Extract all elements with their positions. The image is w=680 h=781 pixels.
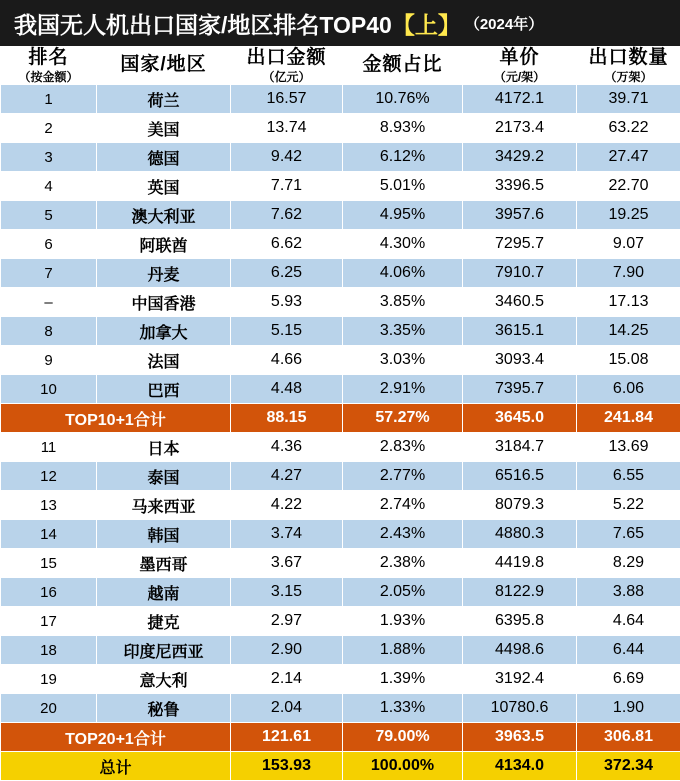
export-ranking-table xyxy=(0,46,680,781)
cell-share: 4.95% xyxy=(343,201,463,230)
col-header-country-main: 国家/地区 xyxy=(97,54,230,76)
table-row xyxy=(1,114,680,143)
cell-price: 3093.4 xyxy=(463,346,577,375)
table-header-row xyxy=(1,47,680,85)
cell-amount: 4.22 xyxy=(231,491,343,520)
cell-quantity: 39.71 xyxy=(577,85,680,114)
cell-country: 德国 xyxy=(97,143,231,172)
cell-rank: 1 xyxy=(1,85,97,114)
cell-share: 1.93% xyxy=(343,607,463,636)
table-row xyxy=(1,317,680,346)
table-summary-row xyxy=(1,723,680,752)
table-row xyxy=(1,636,680,665)
cell-price: 6395.8 xyxy=(463,607,577,636)
table-header xyxy=(1,47,680,85)
cell-quantity: 6.55 xyxy=(577,462,680,491)
cell-country: 法国 xyxy=(97,346,231,375)
cell-share: 2.77% xyxy=(343,462,463,491)
cell-share: 3.35% xyxy=(343,317,463,346)
col-header-amount xyxy=(231,47,343,85)
table-total-row xyxy=(1,752,680,781)
cell-country: 丹麦 xyxy=(97,259,231,288)
col-header-amount-main: 出口金额 xyxy=(231,47,342,69)
col-header-rank xyxy=(1,47,97,85)
table-row xyxy=(1,85,680,114)
summary-price: 3645.0 xyxy=(463,404,577,433)
cell-amount: 13.74 xyxy=(231,114,343,143)
cell-share: 10.76% xyxy=(343,85,463,114)
cell-price: 3615.1 xyxy=(463,317,577,346)
cell-price: 10780.6 xyxy=(463,694,577,723)
cell-quantity: 19.25 xyxy=(577,201,680,230)
cell-quantity: 3.88 xyxy=(577,578,680,607)
cell-amount: 2.97 xyxy=(231,607,343,636)
cell-amount: 4.48 xyxy=(231,375,343,404)
cell-rank: 15 xyxy=(1,549,97,578)
cell-rank: 6 xyxy=(1,230,97,259)
cell-price: 4880.3 xyxy=(463,520,577,549)
cell-rank: 4 xyxy=(1,172,97,201)
cell-price: 3460.5 xyxy=(463,288,577,317)
cell-amount: 2.04 xyxy=(231,694,343,723)
cell-amount: 7.71 xyxy=(231,172,343,201)
cell-country: 英国 xyxy=(97,172,231,201)
table-summary-row xyxy=(1,404,680,433)
cell-price: 8079.3 xyxy=(463,491,577,520)
col-header-price-main: 单价 xyxy=(463,47,576,69)
table-row xyxy=(1,578,680,607)
col-header-share xyxy=(343,47,463,85)
summary-amount: 88.15 xyxy=(231,404,343,433)
summary-share: 57.27% xyxy=(343,404,463,433)
col-header-quantity xyxy=(577,47,680,85)
cell-price: 3192.4 xyxy=(463,665,577,694)
cell-country: 澳大利亚 xyxy=(97,201,231,230)
cell-country: 越南 xyxy=(97,578,231,607)
cell-amount: 3.67 xyxy=(231,549,343,578)
total-share: 100.00% xyxy=(343,752,463,781)
cell-amount: 6.62 xyxy=(231,230,343,259)
cell-country: 荷兰 xyxy=(97,85,231,114)
cell-country: 日本 xyxy=(97,433,231,462)
cell-share: 4.06% xyxy=(343,259,463,288)
cell-rank: 18 xyxy=(1,636,97,665)
cell-price: 3184.7 xyxy=(463,433,577,462)
table-row xyxy=(1,433,680,462)
cell-country: 加拿大 xyxy=(97,317,231,346)
cell-quantity: 6.69 xyxy=(577,665,680,694)
cell-rank: 12 xyxy=(1,462,97,491)
cell-country: 捷克 xyxy=(97,607,231,636)
summary-share: 79.00% xyxy=(343,723,463,752)
page-title: 我国无人机出口国家/地区排名TOP40 xyxy=(14,7,392,40)
summary-label: TOP20+1合计 xyxy=(1,723,231,752)
cell-price: 4419.8 xyxy=(463,549,577,578)
cell-rank: 5 xyxy=(1,201,97,230)
cell-amount: 6.25 xyxy=(231,259,343,288)
cell-quantity: 4.64 xyxy=(577,607,680,636)
total-label: 总计 xyxy=(1,752,231,781)
cell-rank: 20 xyxy=(1,694,97,723)
cell-rank: 7 xyxy=(1,259,97,288)
summary-amount: 121.61 xyxy=(231,723,343,752)
col-header-amount-sub: （亿元） xyxy=(231,70,342,84)
col-header-rank-sub: （按金额） xyxy=(1,70,96,84)
cell-country: 印度尼西亚 xyxy=(97,636,231,665)
table-row xyxy=(1,288,680,317)
cell-amount: 4.66 xyxy=(231,346,343,375)
cell-rank: 16 xyxy=(1,578,97,607)
cell-quantity: 6.44 xyxy=(577,636,680,665)
cell-rank: 13 xyxy=(1,491,97,520)
cell-quantity: 6.06 xyxy=(577,375,680,404)
col-header-quantity-sub: （万架） xyxy=(577,70,680,84)
cell-rank: – xyxy=(1,288,97,317)
col-header-rank-main: 排名 xyxy=(1,47,96,69)
page-title-highlight: 【上】 xyxy=(392,7,461,40)
cell-price: 2173.4 xyxy=(463,114,577,143)
table-row xyxy=(1,143,680,172)
cell-share: 2.83% xyxy=(343,433,463,462)
table-row xyxy=(1,549,680,578)
table-row xyxy=(1,694,680,723)
cell-price: 3396.5 xyxy=(463,172,577,201)
table-row xyxy=(1,172,680,201)
cell-country: 泰国 xyxy=(97,462,231,491)
cell-quantity: 7.90 xyxy=(577,259,680,288)
cell-share: 3.03% xyxy=(343,346,463,375)
cell-country: 巴西 xyxy=(97,375,231,404)
cell-rank: 2 xyxy=(1,114,97,143)
summary-quantity: 241.84 xyxy=(577,404,680,433)
cell-country: 意大利 xyxy=(97,665,231,694)
cell-quantity: 27.47 xyxy=(577,143,680,172)
cell-rank: 3 xyxy=(1,143,97,172)
cell-rank: 19 xyxy=(1,665,97,694)
cell-country: 美国 xyxy=(97,114,231,143)
cell-quantity: 15.08 xyxy=(577,346,680,375)
table-row xyxy=(1,201,680,230)
page-title-bar xyxy=(0,0,680,46)
cell-rank: 11 xyxy=(1,433,97,462)
cell-share: 5.01% xyxy=(343,172,463,201)
cell-amount: 3.15 xyxy=(231,578,343,607)
cell-quantity: 17.13 xyxy=(577,288,680,317)
cell-amount: 5.15 xyxy=(231,317,343,346)
cell-quantity: 14.25 xyxy=(577,317,680,346)
total-amount: 153.93 xyxy=(231,752,343,781)
cell-country: 墨西哥 xyxy=(97,549,231,578)
cell-country: 秘鲁 xyxy=(97,694,231,723)
table-row xyxy=(1,259,680,288)
cell-share: 1.33% xyxy=(343,694,463,723)
table-row xyxy=(1,607,680,636)
cell-share: 3.85% xyxy=(343,288,463,317)
cell-amount: 9.42 xyxy=(231,143,343,172)
table-row xyxy=(1,665,680,694)
cell-quantity: 1.90 xyxy=(577,694,680,723)
cell-quantity: 63.22 xyxy=(577,114,680,143)
cell-quantity: 9.07 xyxy=(577,230,680,259)
col-header-quantity-main: 出口数量 xyxy=(577,47,680,69)
cell-share: 2.43% xyxy=(343,520,463,549)
table-body xyxy=(1,85,680,781)
col-header-country xyxy=(97,47,231,85)
cell-country: 韩国 xyxy=(97,520,231,549)
cell-price: 7395.7 xyxy=(463,375,577,404)
summary-label: TOP10+1合计 xyxy=(1,404,231,433)
cell-rank: 10 xyxy=(1,375,97,404)
cell-share: 8.93% xyxy=(343,114,463,143)
cell-amount: 4.27 xyxy=(231,462,343,491)
cell-share: 2.74% xyxy=(343,491,463,520)
cell-amount: 2.90 xyxy=(231,636,343,665)
cell-share: 6.12% xyxy=(343,143,463,172)
cell-share: 1.88% xyxy=(343,636,463,665)
table-row xyxy=(1,230,680,259)
cell-price: 6516.5 xyxy=(463,462,577,491)
cell-country: 中国香港 xyxy=(97,288,231,317)
cell-amount: 5.93 xyxy=(231,288,343,317)
table-row xyxy=(1,462,680,491)
table-row xyxy=(1,520,680,549)
summary-price: 3963.5 xyxy=(463,723,577,752)
cell-price: 7295.7 xyxy=(463,230,577,259)
cell-rank: 17 xyxy=(1,607,97,636)
cell-rank: 14 xyxy=(1,520,97,549)
cell-amount: 16.57 xyxy=(231,85,343,114)
cell-share: 2.05% xyxy=(343,578,463,607)
cell-price: 8122.9 xyxy=(463,578,577,607)
col-header-share-main: 金额占比 xyxy=(343,54,462,76)
cell-price: 4498.6 xyxy=(463,636,577,665)
cell-quantity: 13.69 xyxy=(577,433,680,462)
cell-amount: 2.14 xyxy=(231,665,343,694)
cell-rank: 9 xyxy=(1,346,97,375)
cell-country: 马来西亚 xyxy=(97,491,231,520)
cell-price: 7910.7 xyxy=(463,259,577,288)
total-price: 4134.0 xyxy=(463,752,577,781)
summary-quantity: 306.81 xyxy=(577,723,680,752)
cell-share: 2.91% xyxy=(343,375,463,404)
table-row xyxy=(1,491,680,520)
cell-quantity: 5.22 xyxy=(577,491,680,520)
cell-price: 3957.6 xyxy=(463,201,577,230)
cell-share: 2.38% xyxy=(343,549,463,578)
cell-quantity: 22.70 xyxy=(577,172,680,201)
cell-quantity: 8.29 xyxy=(577,549,680,578)
table-row xyxy=(1,346,680,375)
col-header-price xyxy=(463,47,577,85)
table-row xyxy=(1,375,680,404)
cell-share: 1.39% xyxy=(343,665,463,694)
page-title-year: （2024年） xyxy=(465,13,543,34)
total-quantity: 372.34 xyxy=(577,752,680,781)
cell-rank: 8 xyxy=(1,317,97,346)
cell-share: 4.30% xyxy=(343,230,463,259)
cell-amount: 3.74 xyxy=(231,520,343,549)
cell-amount: 7.62 xyxy=(231,201,343,230)
col-header-price-sub: （元/架） xyxy=(463,70,576,84)
cell-amount: 4.36 xyxy=(231,433,343,462)
cell-quantity: 7.65 xyxy=(577,520,680,549)
cell-country: 阿联酋 xyxy=(97,230,231,259)
cell-price: 4172.1 xyxy=(463,85,577,114)
cell-price: 3429.2 xyxy=(463,143,577,172)
